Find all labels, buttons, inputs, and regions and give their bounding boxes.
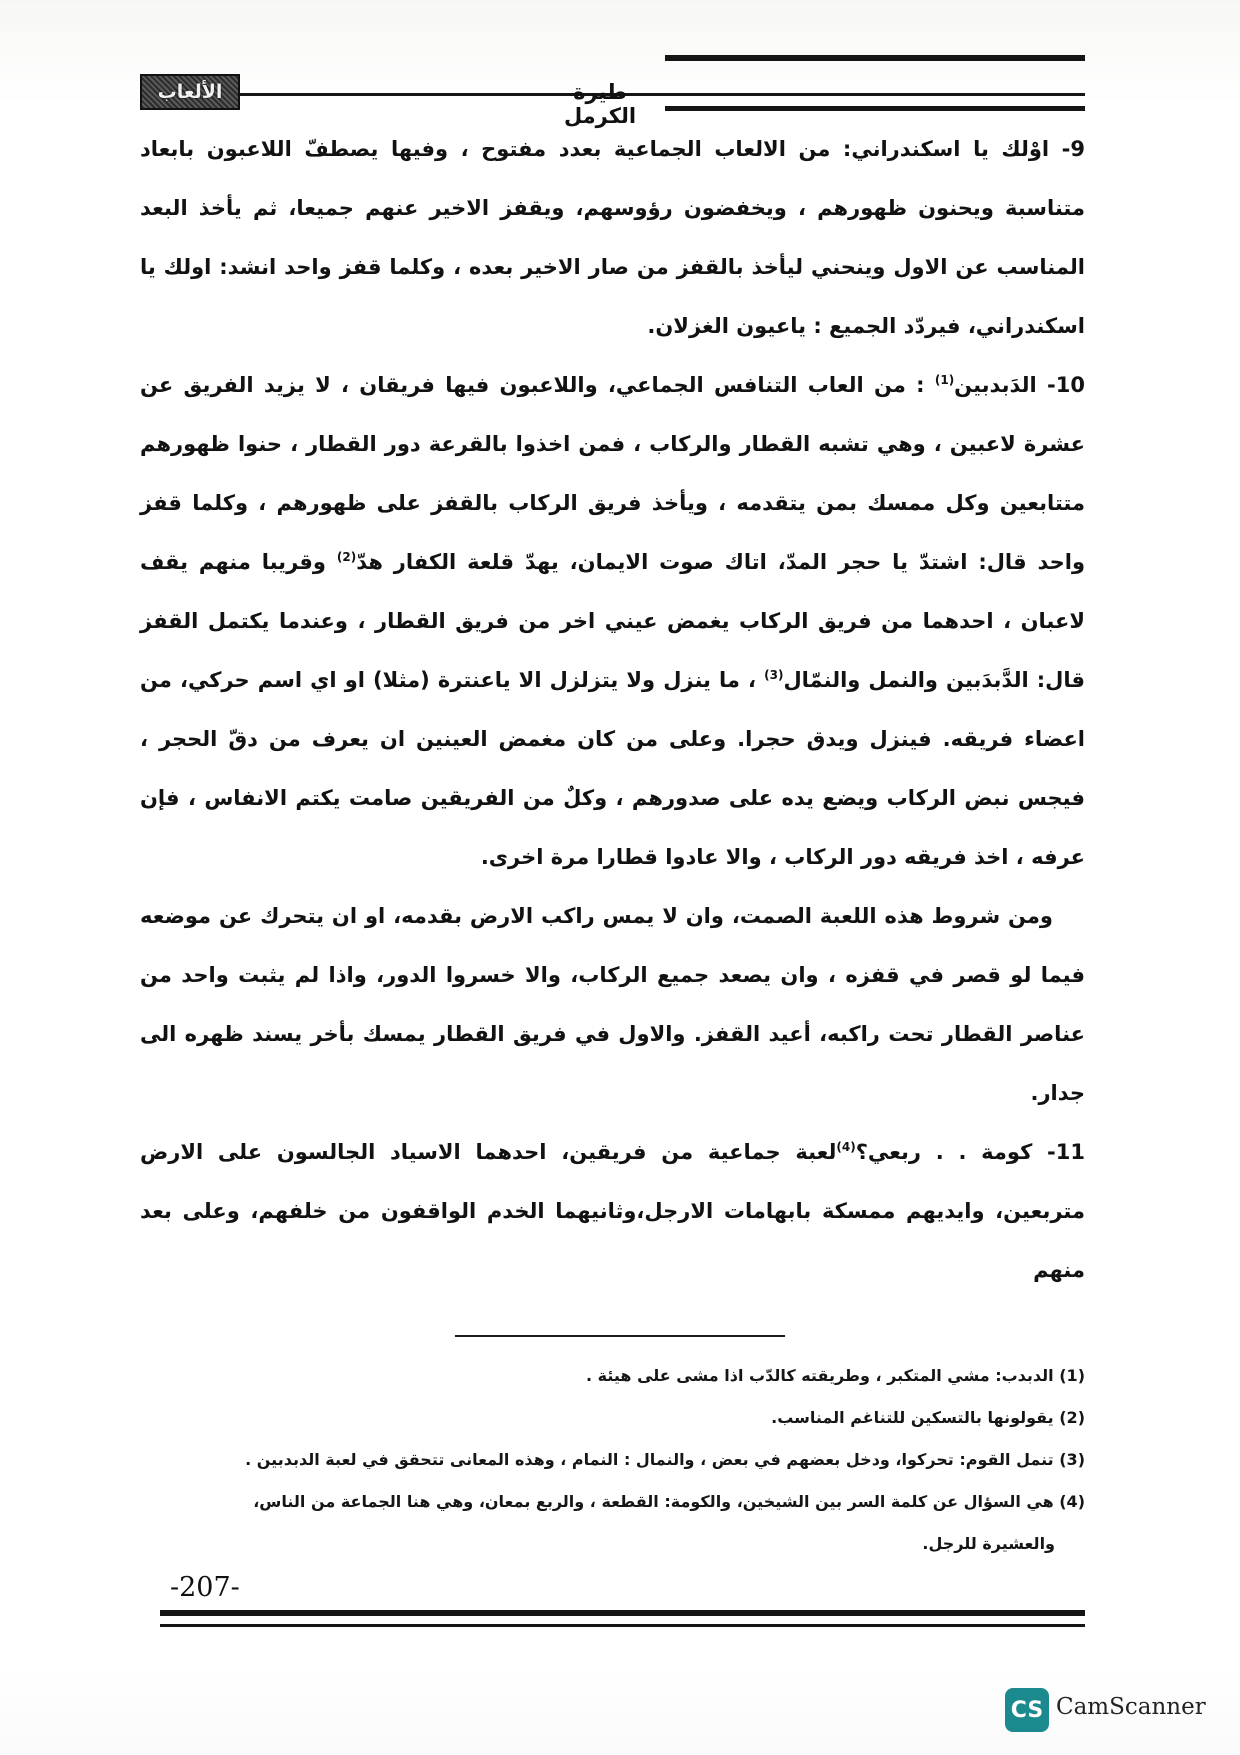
footnote-ref-1: (1): [934, 373, 955, 387]
footnote-3: (3) تنمل القوم: تحركوا، ودخل بعضهم في بعض ، والنمال : النمام ، وهذه المعانى تتحقق في لعبة الدبدبين .: [245, 1450, 1085, 1469]
footnote-2: (2) يقولونها بالتسكين للتناغم المناسب.: [771, 1408, 1085, 1427]
chapter-badge: [140, 74, 240, 110]
camscanner-watermark-text: CamScanner: [1056, 1694, 1206, 1720]
paragraph-game-10-rules: ومن شروط هذه اللعبة الصمت، وان لا يمس راكب الارض بقدمه، او ان يتحرك عن موضعه فيما لو قصر في قفزه ، وان يصعد جميع الركاب، والا خسروا الدور، واذا لم يثبت واحد من عناصر القطار تحت راكبه، أعيد القفز. والاول في فريق القطار يمسك بأخر يسند ظهره الى جدار.: [140, 904, 1085, 1105]
chapter-badge-label: الألعاب: [157, 81, 223, 103]
game-10-title: 10- الدَبدبين: [954, 373, 1085, 397]
footnote-ref-2: (2): [336, 550, 357, 564]
game-10-text-c: ، ما ينزل ولا يتزلزل الا ياعنترة (مثلا) او اي اسم حركي، من اعضاء فريقه. فينزل ويدق حجرا. وعلى من كان مغمض العينين ان يعرف من دقّ الحجر ، فيجس نبض الركاب ويضع يده على صدورهم ، وكلٌ من الفريقين صامت يكتم الانفاس ، فإن عرفه ، اخذ فريقه دور الركاب ، والا عادوا قطارا مرة اخرى.: [140, 668, 1085, 869]
footnote-separator: [455, 1335, 785, 1337]
footnotes: [140, 1355, 1085, 1585]
game-10-text-b: وقريبا منهم يقف لاعبان ، احدهما من فريق الركاب يغمض عيني اخر من فريق القطار ، وعندما يكتمل القفز قال: الدَّبدَبين والنمل والنمّال: [140, 550, 1086, 692]
footnote-4: (4) هي السؤال عن كلمة السر بين الشيخين، والكومة: القطعة ، والربع بمعان، وهي هنا الجماعة من الناس،: [253, 1492, 1085, 1511]
page-number: -207-: [170, 1572, 240, 1603]
footnote-1: (1) الدبدب: مشي المتكبر ، وطريقته كالدّب اذا مشى على هيئة .: [586, 1366, 1085, 1385]
game-11-text: لعبة جماعية من فريقين، احدهما الاسياد الجالسون على الارض متربعين، وايديهم ممسكة بابهامات الارجل،وثانيهما الخدم الواقفون من خلفهم، وعلى بعد منهم: [140, 1140, 1085, 1282]
game-10-text-a: : من العاب التنافس الجماعي، واللاعبون فيها فريقان ، لا يزيد الفريق عن عشرة لاعبين ، وهي تشبه القطار والركاب ، فمن اخذوا بالقرعة دور القطار ، حنوا ظهورهم متتابعين وكل ممسك بمن يتقدمه ، ويأخذ فريق الركاب بالقفز على ظهورهم ، وكلما قفز واحد قال: اشتدّ يا حجر المدّ، اتاك صوت الايمان، يهدّ قلعة الكفار هدّ: [140, 373, 1085, 574]
header-rule-bottom: [665, 106, 1085, 111]
footnote-ref-3: (3): [764, 668, 784, 682]
game-11-title: 11- كومة . . ربعي؟: [855, 1140, 1085, 1164]
footnote-ref-4: (4): [836, 1140, 856, 1154]
paragraph-game-11: [140, 1123, 1085, 1300]
paragraph-game-10: [140, 356, 1085, 887]
footnote-4-continued: والعشيرة للرجل.: [922, 1534, 1055, 1553]
footer-rule-thick: [160, 1610, 1085, 1616]
header-rule-top: [665, 55, 1085, 61]
body-text: [140, 120, 1086, 1282]
running-header-title: طيرة الكرمل: [563, 80, 637, 128]
camscanner-logo-icon: CS: [1005, 1688, 1049, 1732]
footer-rule-thin: [160, 1624, 1085, 1627]
paragraph-game-9: 9- اوْلك يا اسكندراني: من الالعاب الجماعية بعدد مفتوح ، وفيها يصطفّ اللاعبون بابعاد متناسبة ويحنون ظهورهم ، ويخفضون رؤوسهم، ويقفز الاخير عنهم جميعا، ثم يأخذ البعد المناسب عن الاول وينحني ليأخذ بالقفز من صار الاخير بعده ، وكلما قفز واحد انشد: اولك يا اسكندراني، فيردّد الجميع : ياعيون الغزلان.: [140, 137, 1085, 338]
